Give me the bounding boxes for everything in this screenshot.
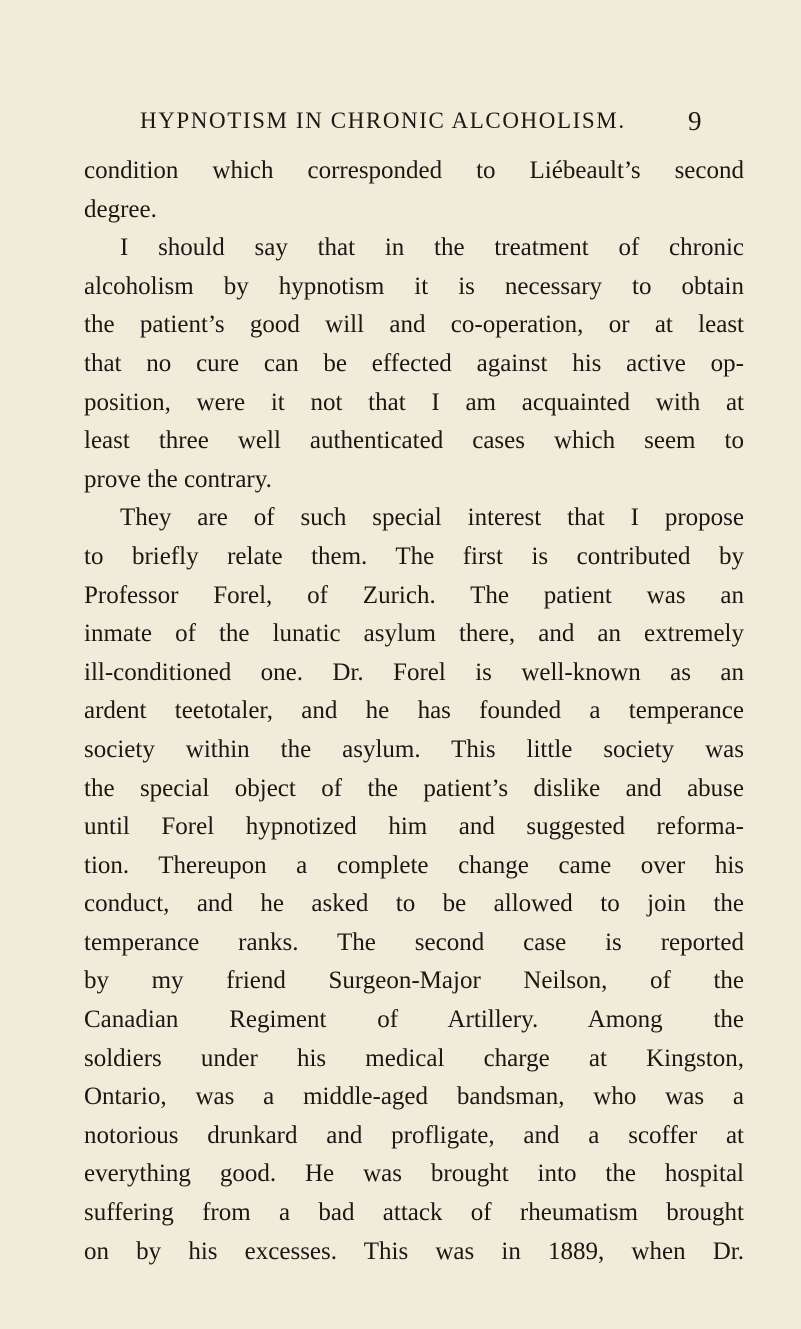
text-line: until Forel hypnotized him and suggested reforma-	[84, 813, 744, 841]
text-line: condition which corresponded to Liébeault’s second	[84, 157, 744, 184]
text-line: Ontario, was a middle-aged bandsman, who was a	[84, 1083, 744, 1111]
text-line: by my friend Surgeon-Major Neilson, of the	[84, 967, 744, 995]
text-line: Canadian Regiment of Artillery. Among the	[84, 1006, 744, 1034]
text-line: conduct, and he asked to be allowed to join the	[84, 890, 744, 918]
text-line: on by his excesses. This was in 1889, when Dr.	[84, 1237, 744, 1265]
text-line: alcoholism by hypnotism it is necessary to obtain	[84, 272, 744, 300]
body-text	[84, 152, 744, 1271]
text-line: soldiers under his medical charge at Kingston,	[84, 1044, 744, 1072]
text-line: least three well authenticated cases which seem to	[84, 427, 744, 455]
running-head	[0, 108, 801, 148]
text-line: the patient’s good will and co-operation, or at least	[84, 311, 744, 339]
text-line: ill-conditioned one. Dr. Forel is well-known as an	[84, 658, 744, 686]
text-line: that no cure can be effected against his active op-	[84, 349, 744, 377]
text-line: tion. Thereupon a complete change came over his	[84, 851, 744, 879]
text-line: degree.	[84, 195, 157, 223]
text-line: inmate of the lunatic asylum there, and an extremely	[84, 620, 744, 648]
text-line: temperance ranks. The second case is reported	[84, 928, 744, 956]
text-line: the special object of the patient’s dislike and abuse	[84, 774, 744, 802]
text-line: to briefly relate them. The first is contributed by	[84, 542, 744, 570]
running-title: HYPNOTISM IN CHRONIC ALCOHOLISM.	[140, 108, 626, 133]
paragraph-start-line: I should say that in the treatment of chronic	[120, 234, 744, 262]
text-line: society within the asylum. This little society was	[84, 735, 744, 763]
text-line: notorious drunkard and profligate, and a scoffer at	[84, 1121, 744, 1149]
text-line: ardent teetotaler, and he has founded a temperance	[84, 697, 744, 725]
page-number: 9	[688, 106, 702, 136]
text-line: Professor Forel, of Zurich. The patient was an	[84, 581, 744, 609]
paragraph-start-line: They are of such special interest that I propose	[120, 504, 744, 532]
text-line: position, were it not that I am acquainted with at	[84, 388, 744, 416]
text-line: everything good. He was brought into the hospital	[84, 1160, 744, 1188]
text-line: prove the contrary.	[84, 465, 272, 493]
text-line: suffering from a bad attack of rheumatism brought	[84, 1199, 744, 1227]
